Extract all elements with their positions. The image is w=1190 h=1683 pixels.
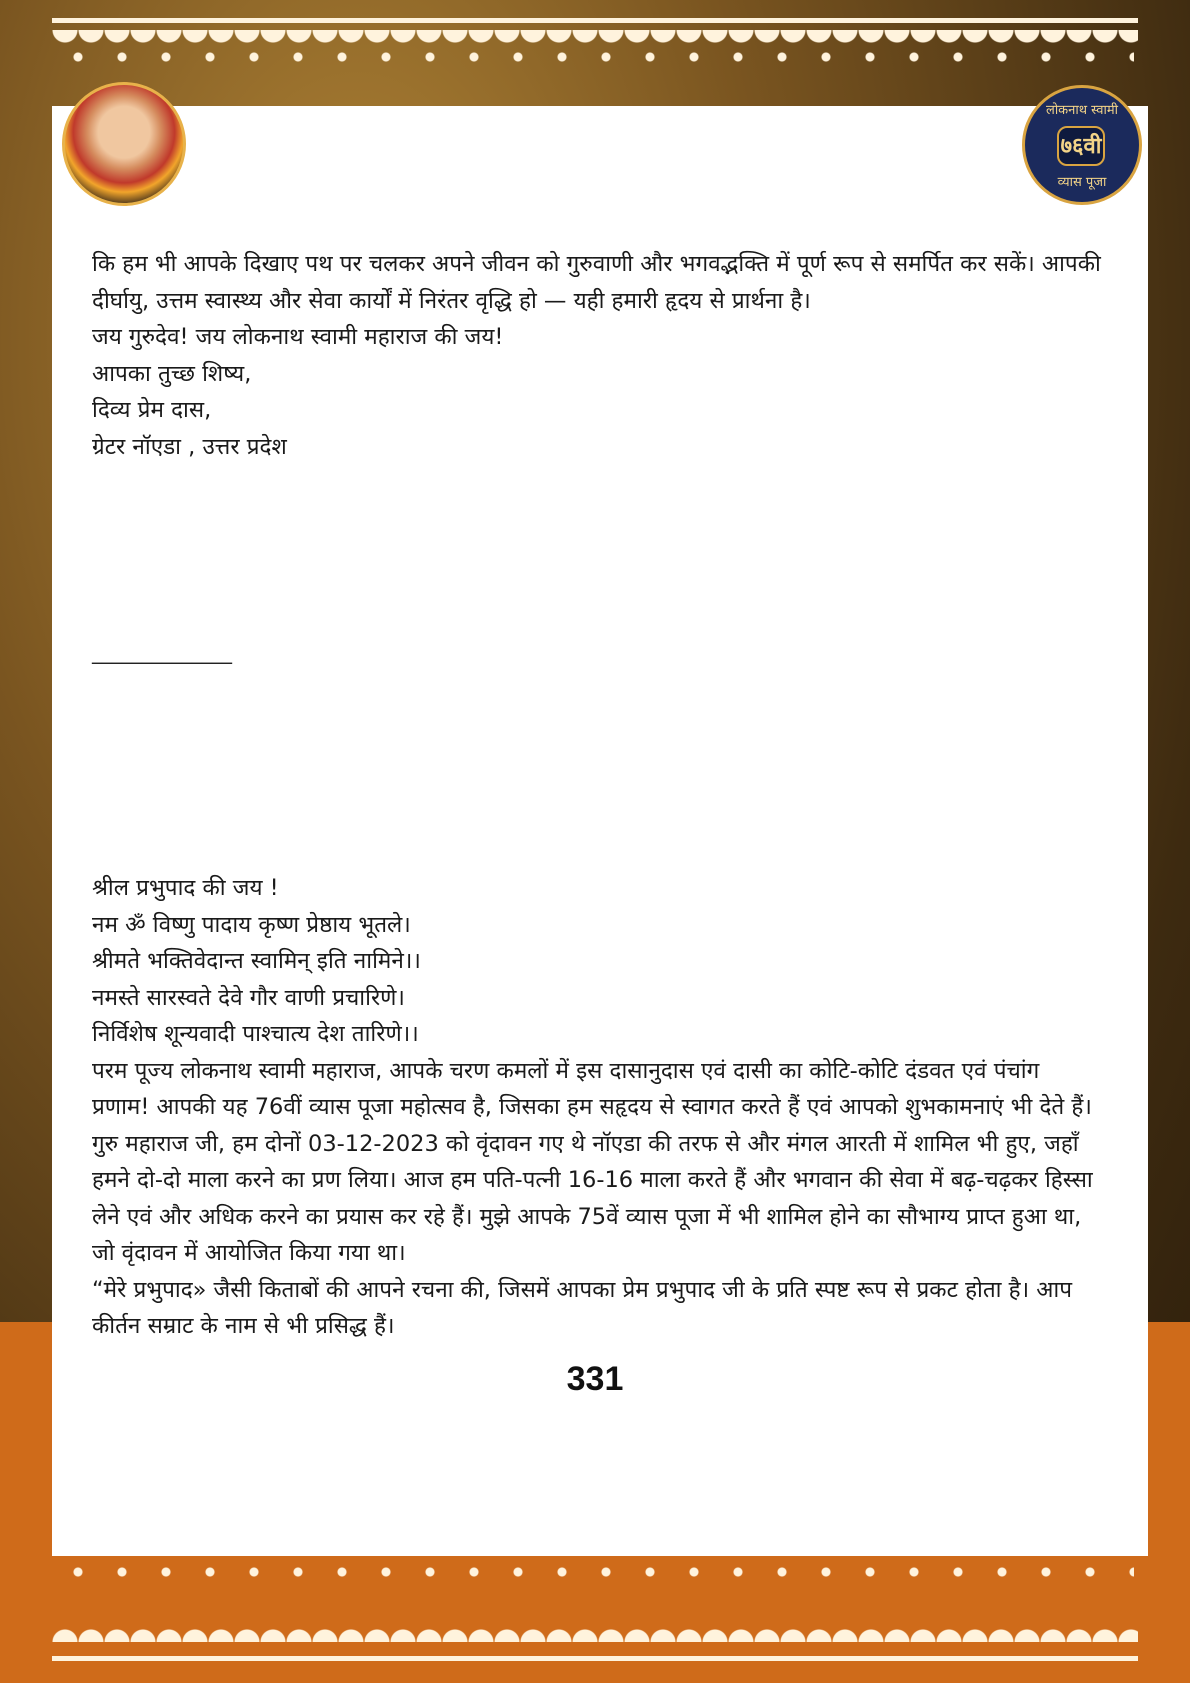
logo-bottom-text: व्यास पूजा	[1057, 175, 1107, 190]
top-border-line	[52, 18, 1138, 23]
bottom-border-line	[52, 1656, 1138, 1661]
paragraph: कि हम भी आपके दिखाए पथ पर चलकर अपने जीवन को गुरुवाणी और भगवद्भक्ति में पूर्ण रूप से समर्पित कर सकें। आपकी दीर्घायु, उत्तम स्वास्थ्य और सेवा कार्यों में निरंतर वृद्धि हो — यही हमारी हृदय से प्रार्थना है।	[92, 251, 1101, 314]
letter-closing	[92, 246, 1102, 465]
bottom-dot-border	[56, 1565, 1134, 1601]
top-dot-border	[56, 50, 1134, 86]
author-name: दिव्य प्रेम दास,	[92, 397, 212, 423]
signoff: आपका तुच्छ शिष्य,	[92, 360, 252, 387]
verse-line: नम ॐ विष्णु पादाय कृष्ण प्रेष्ठाय भूतले।	[92, 911, 411, 938]
logo-top-text: लोकनाथ स्वामी	[1046, 103, 1118, 118]
verse-line: श्रीमते भक्तिवेदान्त स्वामिन् इति नामिने।।	[92, 948, 421, 974]
invocation: श्रील प्रभुपाद की जय !	[92, 875, 279, 901]
paragraph: जय गुरुदेव! जय लोकनाथ स्वामी महाराज की जय!	[92, 324, 504, 350]
vyasa-puja-logo	[1022, 85, 1142, 205]
top-scallop-border	[52, 30, 1138, 52]
page-number: 331	[566, 1360, 624, 1398]
paragraph: गुरु महाराज जी, हम दोनों 03-12-2023 को वृंदावन गए थे नॉएडा की तरफ से और मंगल आरती में शामिल भी हुए, जहाँ हमने दो-दो माला करने का प्रण लिया। आज हम पति-पत्नी 16-16 माला करते हैं और भगवान की सेवा में बढ़-चढ़कर हिस्सा लेने एवं और अधिक करने का प्रयास कर रहे हैं। मुझे आपके 75वें व्यास पूजा में भी शामिल होने का सौभाग्य प्राप्त हुआ था, जो वृंदावन में आयोजित किया गया था।	[92, 1130, 1093, 1266]
verse-line: निर्विशेष शून्यवादी पाश्चात्य देश तारिणे।।	[92, 1021, 419, 1047]
verse-line: नमस्ते सारस्वते देवे गौर वाणी प्रचारिणे।	[92, 984, 405, 1011]
guru-photo	[62, 82, 186, 206]
paragraph: परम पूज्य लोकनाथ स्वामी महाराज, आपके चरण कमलों में इस दासानुदास एवं दासी का कोटि-कोटि दंडवत एवं पंचांग प्रणाम! आपकी यह 76वीं व्यास पूजा महोत्सव है, जिसका हम सहृदय से स्वागत करते हैं एवं आपको शुभकामनाएं भी देते हैं।	[92, 1057, 1092, 1120]
bottom-scallop-border	[52, 1620, 1138, 1642]
section-divider: ______________	[92, 640, 232, 664]
paragraph: “मेरे प्रभुपाद» जैसी किताबों की आपने रचना की, जिसमें आपका प्रेम प्रभुपाद जी के प्रति स्पष्ट रूप से प्रकट होता है। आप कीर्तन सम्राट के नाम से भी प्रसिद्ध हैं।	[92, 1276, 1073, 1339]
logo-number: ७६वी	[1057, 126, 1105, 166]
letter-body	[92, 870, 1102, 1345]
author-location: ग्रेटर नॉएडा , उत्तर प्रदेश	[92, 433, 287, 460]
